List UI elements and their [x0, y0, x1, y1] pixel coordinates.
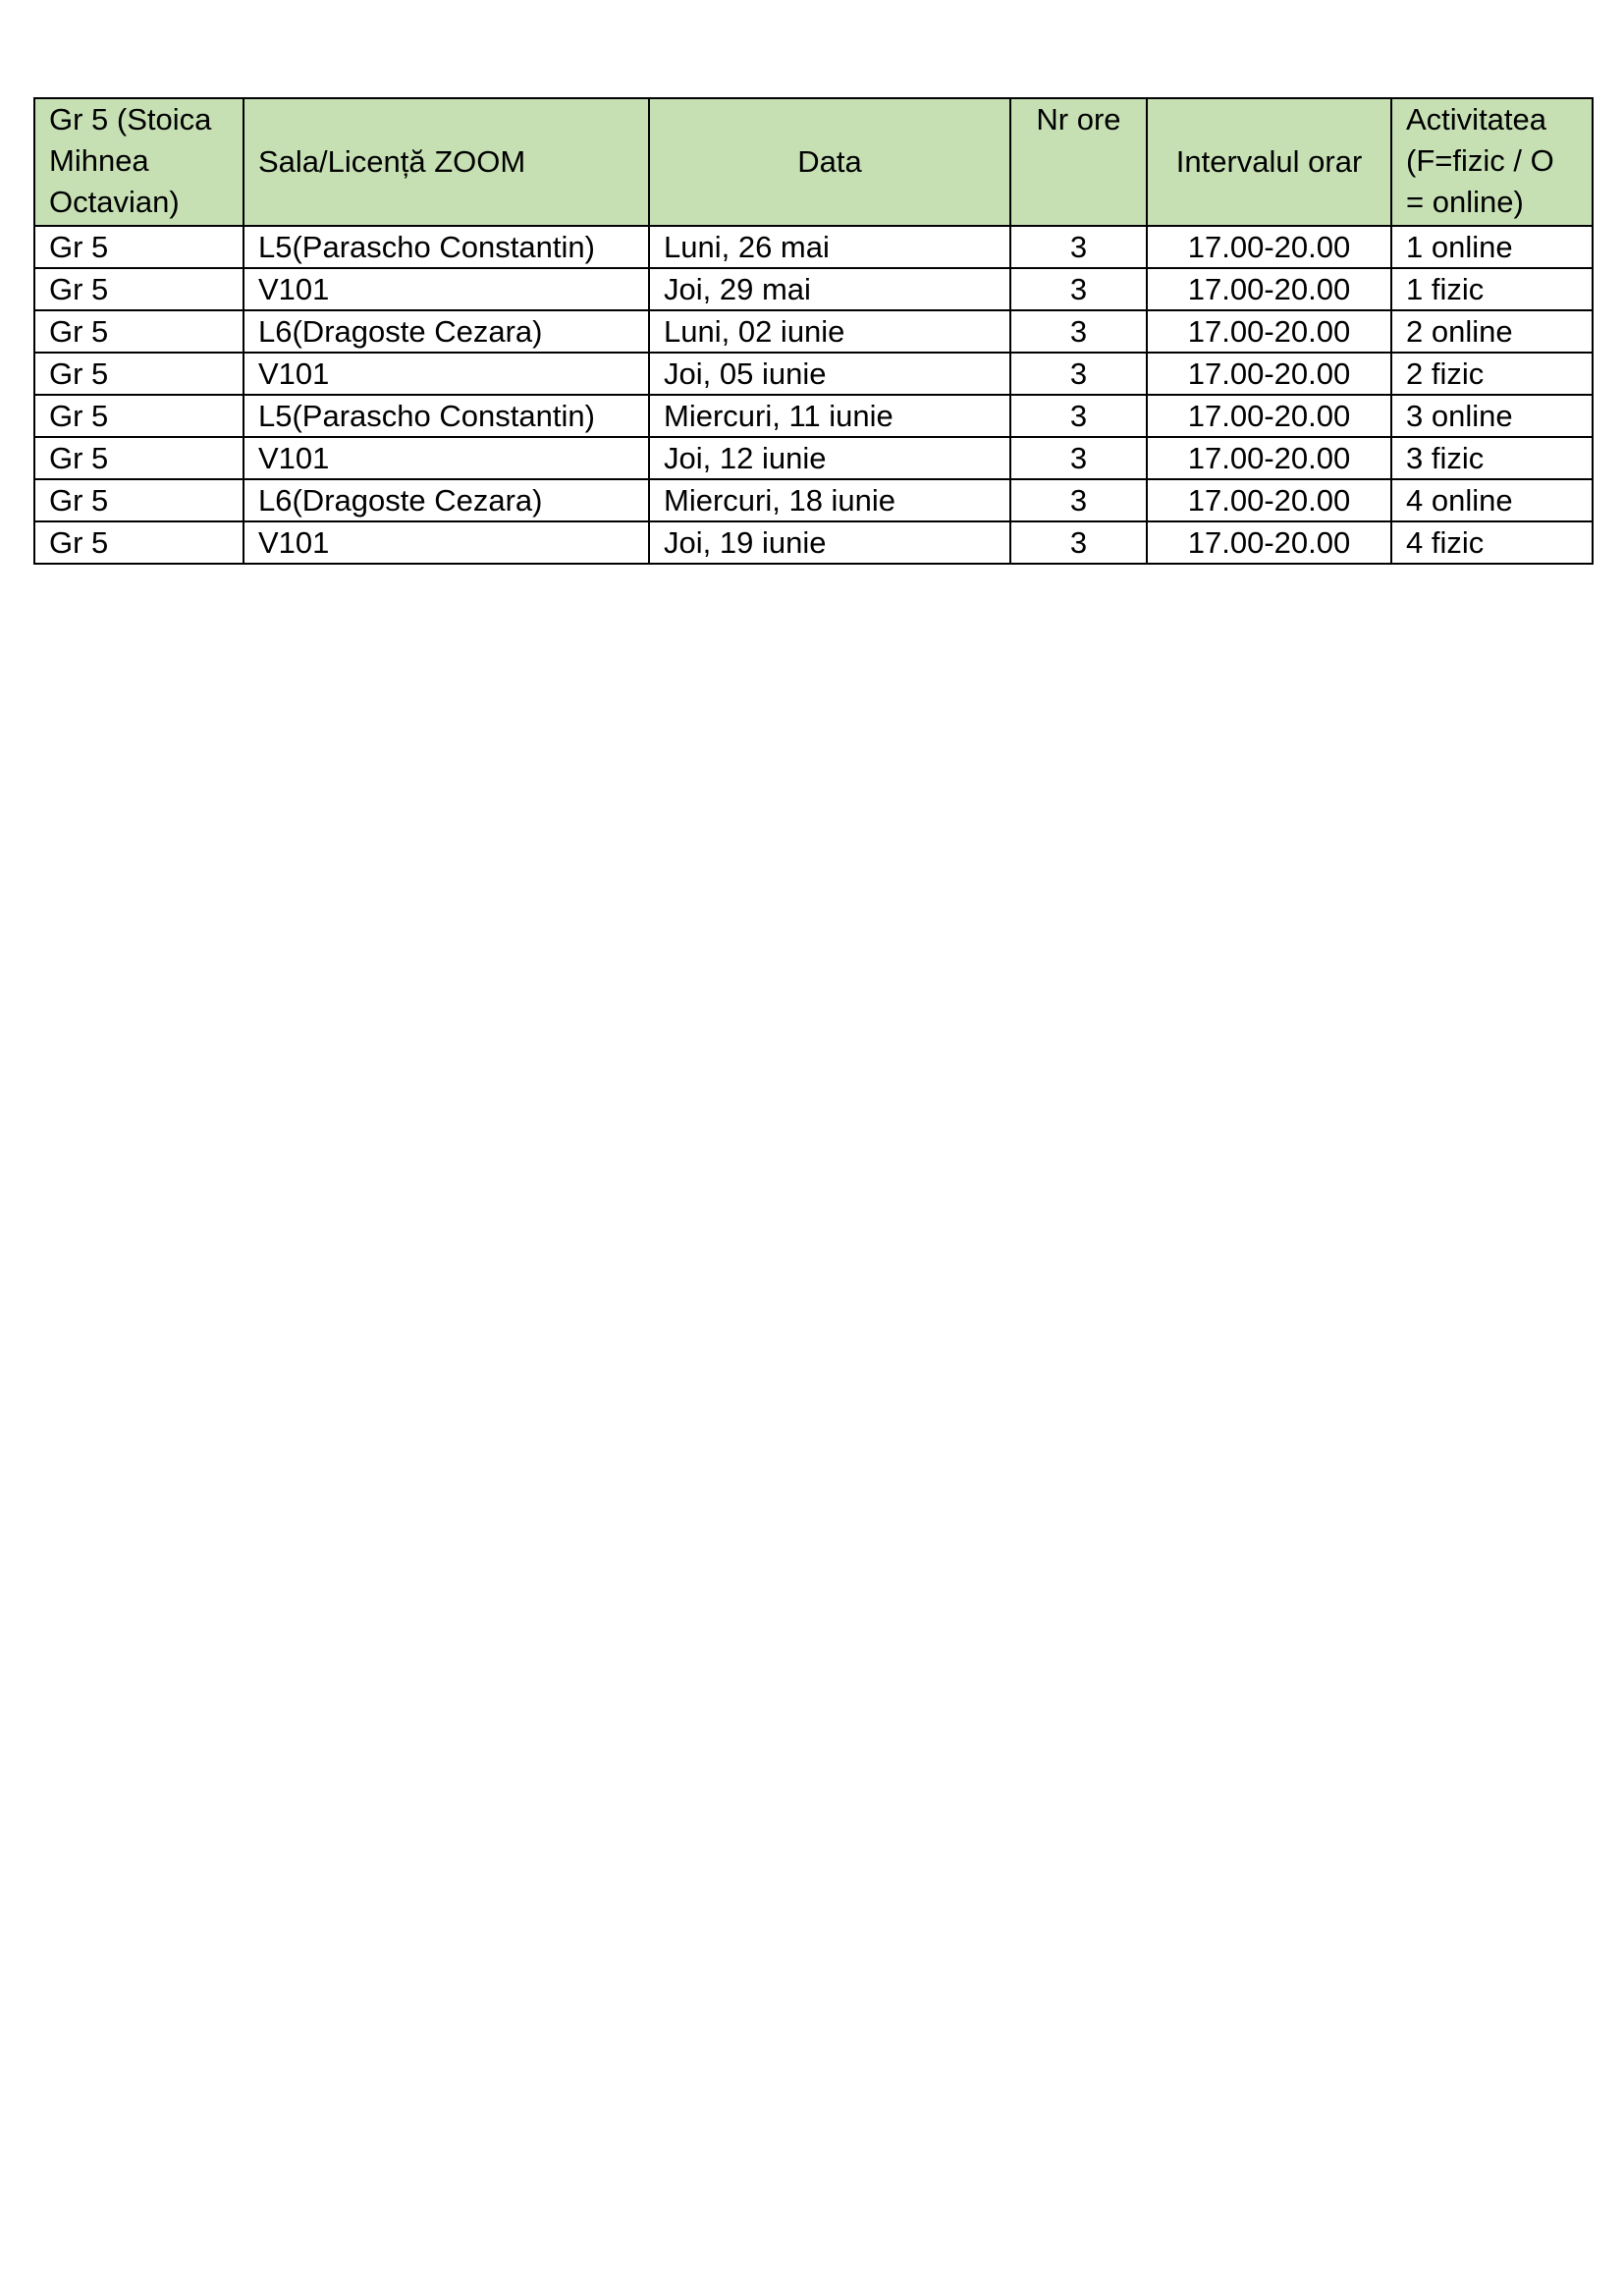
cell-room: L5(Parascho Constantin): [244, 395, 649, 437]
table-row: [34, 479, 1593, 521]
cell-room: V101: [244, 353, 649, 395]
cell-group: Gr 5: [34, 310, 244, 353]
cell-date: Luni, 26 mai: [649, 226, 1010, 268]
cell-hours: 3: [1010, 353, 1147, 395]
cell-interval: 17.00-20.00: [1147, 268, 1391, 310]
table-row: [34, 310, 1593, 353]
header-room: Sala/Licență ZOOM: [244, 98, 649, 226]
cell-date: Miercuri, 18 iunie: [649, 479, 1010, 521]
table-row: [34, 521, 1593, 564]
table-row: [34, 268, 1593, 310]
cell-group: Gr 5: [34, 353, 244, 395]
header-hours: Nr ore: [1010, 98, 1147, 226]
cell-date: Luni, 02 iunie: [649, 310, 1010, 353]
cell-room: V101: [244, 437, 649, 479]
cell-date: Miercuri, 11 iunie: [649, 395, 1010, 437]
cell-room: L6(Dragoste Cezara): [244, 479, 649, 521]
table-row: [34, 226, 1593, 268]
cell-interval: 17.00-20.00: [1147, 437, 1391, 479]
header-group: Gr 5 (Stoica Mihnea Octavian): [34, 98, 244, 226]
header-interval: Intervalul orar: [1147, 98, 1391, 226]
cell-interval: 17.00-20.00: [1147, 521, 1391, 564]
cell-activity: 2 online: [1391, 310, 1593, 353]
cell-activity: 1 fizic: [1391, 268, 1593, 310]
cell-hours: 3: [1010, 226, 1147, 268]
table-body: [34, 226, 1593, 564]
header-date: Data: [649, 98, 1010, 226]
cell-group: Gr 5: [34, 268, 244, 310]
cell-interval: 17.00-20.00: [1147, 353, 1391, 395]
cell-activity: 4 online: [1391, 479, 1593, 521]
cell-date: Joi, 12 iunie: [649, 437, 1010, 479]
cell-group: Gr 5: [34, 479, 244, 521]
cell-room: L5(Parascho Constantin): [244, 226, 649, 268]
header-activity: Activitatea (F=fizic / O = online): [1391, 98, 1593, 226]
cell-date: Joi, 29 mai: [649, 268, 1010, 310]
cell-hours: 3: [1010, 395, 1147, 437]
cell-interval: 17.00-20.00: [1147, 226, 1391, 268]
cell-interval: 17.00-20.00: [1147, 310, 1391, 353]
table-row: [34, 437, 1593, 479]
cell-room: V101: [244, 521, 649, 564]
table-header: [34, 98, 1593, 226]
cell-date: Joi, 05 iunie: [649, 353, 1010, 395]
cell-group: Gr 5: [34, 395, 244, 437]
header-row: [34, 98, 1593, 226]
cell-group: Gr 5: [34, 437, 244, 479]
cell-room: L6(Dragoste Cezara): [244, 310, 649, 353]
cell-group: Gr 5: [34, 521, 244, 564]
cell-interval: 17.00-20.00: [1147, 479, 1391, 521]
cell-activity: 2 fizic: [1391, 353, 1593, 395]
cell-activity: 1 online: [1391, 226, 1593, 268]
cell-hours: 3: [1010, 268, 1147, 310]
table-row: [34, 395, 1593, 437]
cell-activity: 4 fizic: [1391, 521, 1593, 564]
schedule-table: [33, 97, 1594, 565]
cell-interval: 17.00-20.00: [1147, 395, 1391, 437]
cell-group: Gr 5: [34, 226, 244, 268]
cell-hours: 3: [1010, 521, 1147, 564]
cell-activity: 3 online: [1391, 395, 1593, 437]
cell-date: Joi, 19 iunie: [649, 521, 1010, 564]
cell-hours: 3: [1010, 310, 1147, 353]
cell-activity: 3 fizic: [1391, 437, 1593, 479]
table-row: [34, 353, 1593, 395]
cell-hours: 3: [1010, 479, 1147, 521]
cell-hours: 3: [1010, 437, 1147, 479]
cell-room: V101: [244, 268, 649, 310]
